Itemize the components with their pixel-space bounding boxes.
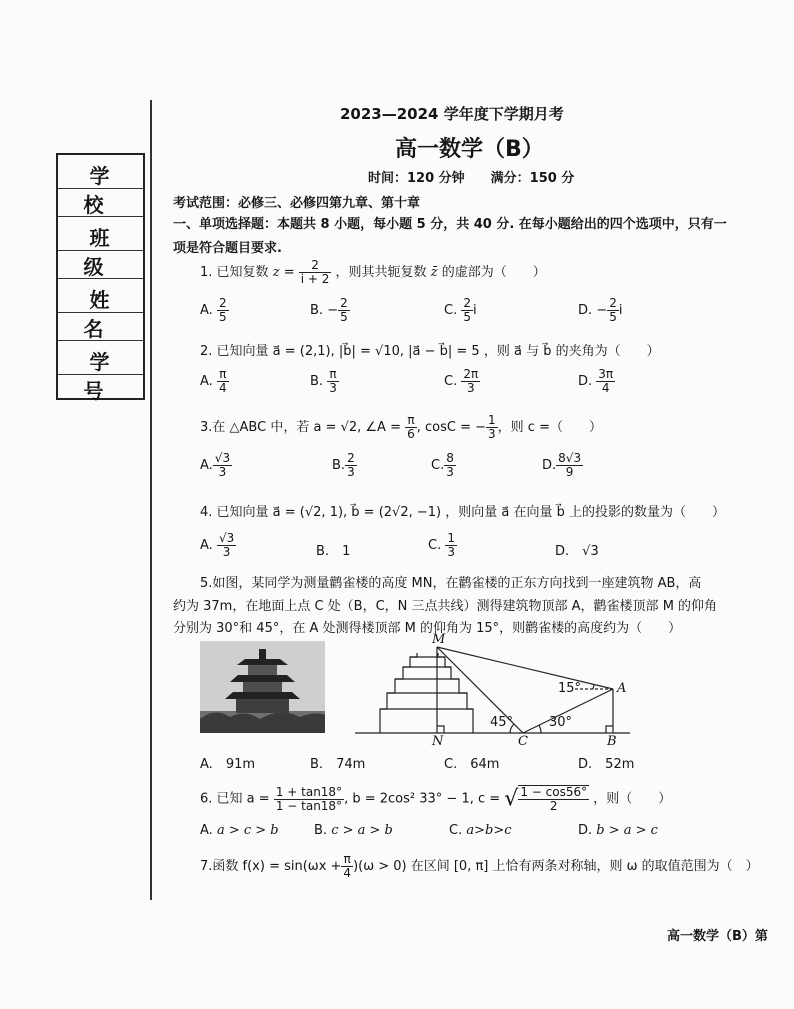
label-C: C	[518, 734, 528, 749]
info-label-school: 学 校	[83, 164, 124, 217]
info-blank-school[interactable]	[58, 189, 143, 217]
question-3: 3.在 △ABC 中，若 a = √2, ∠A = $\frac{\pi}{6}$ , cosC = − $\frac{1}{3}$ ，则 c =（ ）	[200, 413, 602, 441]
label-M: M	[432, 632, 446, 647]
q2-option-c[interactable]: C. $\frac{2\pi}{3}$	[444, 367, 479, 395]
q6-option-a[interactable]: A. a > c > b	[200, 823, 279, 838]
q1-option-a[interactable]: A. $\frac{2}{5}$	[200, 296, 227, 324]
q6-option-d[interactable]: D. b > a > c	[578, 823, 658, 838]
q1-option-d[interactable]: D. − $\frac{2}{5}$ i	[578, 296, 623, 324]
info-row-school	[58, 155, 143, 217]
info-blank-name[interactable]	[58, 313, 143, 341]
q1-fraction: $\frac{2}{i + 2}$	[300, 258, 330, 286]
label-angle-15: 15°	[558, 681, 582, 696]
q1-text-b: ，则其共轭复数	[335, 265, 427, 280]
sqrt-symbol-icon: √	[504, 786, 519, 812]
question-5-line3: 分别为 30°和 45°，在 A 处测得楼顶部 M 的仰角为 15°，则鹳雀楼的高度约为（ ）	[173, 621, 682, 636]
geometry-diagram	[345, 633, 635, 748]
question-6: 6. 已知 a = $\frac{1 + \tan 18^\circ}{1 - \tan 18^\circ}$ , b = 2cos² 33° − 1, c = √ $\frac{1 - \cos 56^\circ}{2}$ ，则（ ）	[200, 784, 672, 813]
label-A: A	[617, 681, 627, 696]
question-2: 2. 已知向量 a⃗ = (2,1), |b⃗| = √10, |a⃗ − b⃗| = 5 ，则 a⃗ 与 b⃗ 的夹角为（ ）	[200, 344, 660, 359]
info-row-id	[58, 341, 143, 403]
q3-option-d[interactable]: D. $\frac{8√3}{9}$	[542, 451, 582, 479]
q3-option-b[interactable]: B. $\frac{2}{3}$	[332, 451, 355, 479]
info-row-class	[58, 217, 143, 279]
info-row-name	[58, 279, 143, 341]
q4-option-d[interactable]: D. √3	[555, 544, 599, 559]
q2-option-b[interactable]: B. $\frac{\pi}{3}$	[310, 367, 337, 395]
question-7: 7.函数 f(x) = sin(ωx + $\frac{\pi}{4}$ )(ω > 0) 在区间 [0, π] 上恰有两条对称轴，则 ω 的取值范围为（ ）	[200, 852, 759, 880]
q4-option-a[interactable]: A. $\frac{√3}{3}$	[200, 531, 235, 559]
q1-text-c: 的虚部为（ ）	[441, 265, 546, 280]
q1-var: z	[272, 265, 280, 280]
q1-var2: z̄	[430, 265, 438, 280]
info-blank-id[interactable]	[58, 375, 143, 398]
q2-option-a[interactable]: A. $\frac{\pi}{4}$	[200, 367, 227, 395]
q4-option-b[interactable]: B. 1	[316, 544, 351, 559]
q4-option-c[interactable]: C. $\frac{1}{3}$	[428, 531, 455, 559]
page-footer: 高一数学（B）第	[667, 929, 768, 944]
tower-photo	[200, 641, 325, 733]
label-angle-30: 30°	[549, 715, 573, 730]
exam-year-line: 2023—2024 学年度下学期月考	[340, 105, 564, 123]
question-5-line1: 5.如图，某同学为测量鹳雀楼的高度 MN，在鹳雀楼的正东方向找到一座建筑物 AB，高	[200, 576, 702, 591]
q1-option-c[interactable]: C. $\frac{2}{5}$ i	[444, 296, 477, 324]
q5-option-d[interactable]: D. 52m	[578, 757, 635, 772]
q5-option-a[interactable]: A. 91m	[200, 757, 256, 772]
info-label-class: 班 级	[83, 226, 124, 279]
time-line: 时间：120 分钟 满分：150 分	[368, 171, 575, 186]
q1-number: 1.	[200, 265, 213, 280]
q5-option-c[interactable]: C. 64m	[444, 757, 500, 772]
question-5-line2: 约为 37m，在地面上点 C 处（B，C，N 三点共线）测得建筑物顶部 A，鹳雀楼顶部 M 的仰角	[173, 599, 718, 614]
student-info-box	[56, 153, 145, 403]
question-1: 1. 已知复数 z = $\frac{2}{i + 2}$ ，则其共轭复数 z̄ 的虚部为（ ）	[200, 258, 546, 286]
q6-option-b[interactable]: B. c > a > b	[314, 823, 393, 838]
label-angle-45: 45°	[490, 715, 514, 730]
q3-option-a[interactable]: A. $\frac{√3}{3}$	[200, 451, 231, 479]
section-heading-line1: 一、单项选择题：本题共 8 小题，每小题 5 分，共 40 分. 在每小题给出的四个选项中，只有一	[173, 217, 727, 232]
q5-option-b[interactable]: B. 74m	[310, 757, 366, 772]
page-title: 高一数学（B）	[395, 137, 544, 162]
info-label-id: 学 号	[83, 350, 124, 403]
question-4: 4. 已知向量 a⃗ = (√2, 1), b⃗ = (2√2, −1) ，则向量 a⃗ 在向量 b⃗ 上的投影的数量为（ ）	[200, 505, 725, 520]
exam-scope: 考试范围：必修三、必修四第九章、第十章	[173, 196, 421, 211]
q6-option-c[interactable]: C. a>b>c	[449, 823, 512, 838]
q3-option-c[interactable]: C. $\frac{8}{3}$	[431, 451, 454, 479]
q1-option-b[interactable]: B. − $\frac{2}{5}$	[310, 296, 348, 324]
binding-line	[150, 100, 152, 900]
label-B: B	[607, 734, 617, 749]
info-blank-class[interactable]	[58, 251, 143, 279]
section-heading-line2: 项是符合题目要求.	[173, 241, 282, 256]
q1-text-a: 已知复数	[216, 265, 269, 280]
q2-option-d[interactable]: D. $\frac{3\pi}{4}$	[578, 367, 614, 395]
label-N: N	[432, 734, 444, 749]
info-label-name: 姓 名	[83, 288, 124, 341]
